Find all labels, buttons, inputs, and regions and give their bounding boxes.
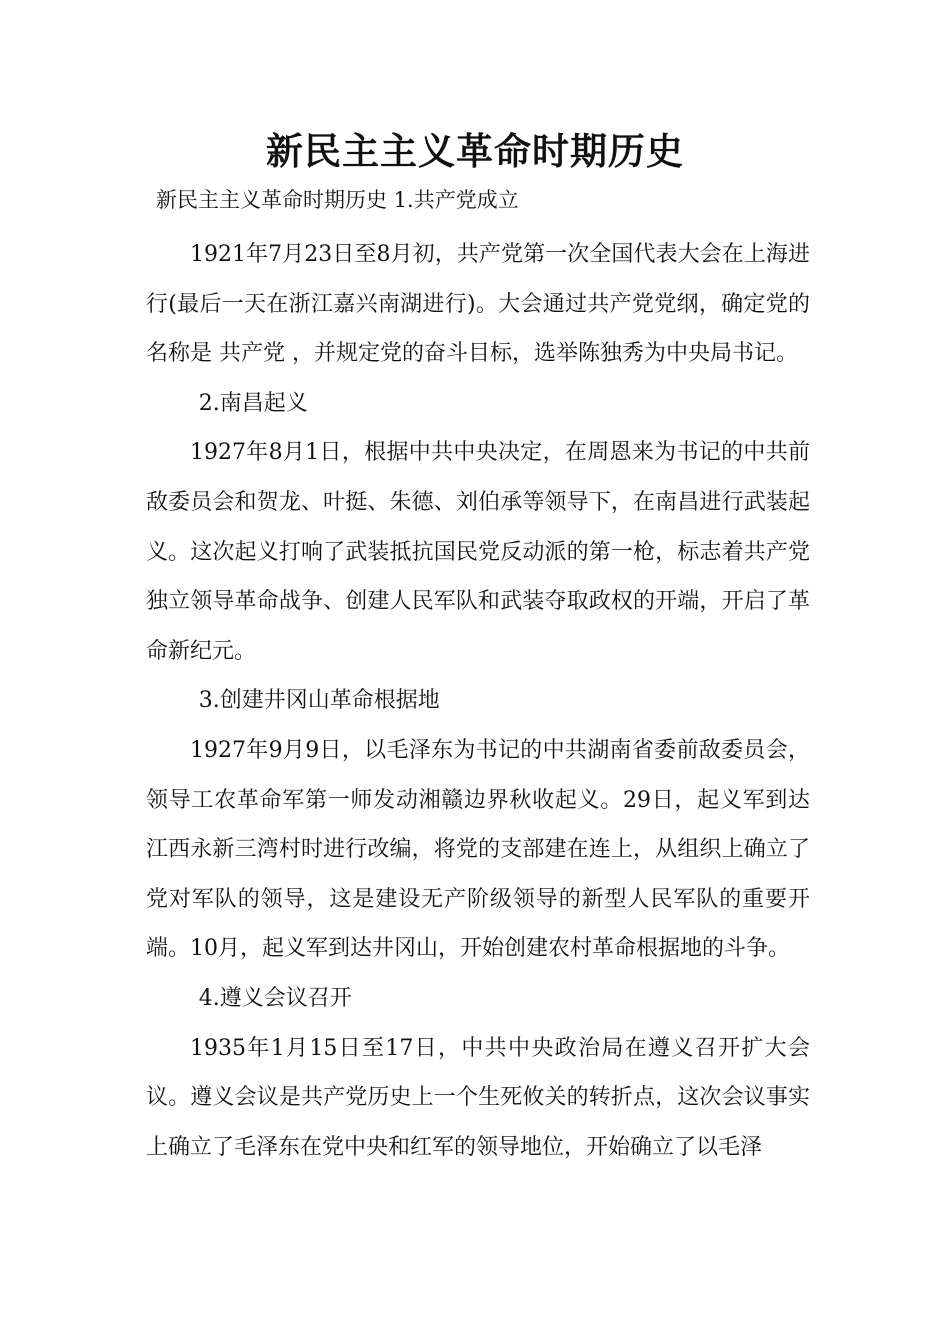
document-body bbox=[146, 230, 810, 1172]
section-heading-jinggangshan: 3.创建井冈山革命根据地 bbox=[198, 688, 440, 714]
section-heading-zunyi-conference: 4.遵义会议召开 bbox=[198, 985, 352, 1011]
paragraph-jinggangshan: 1927年9月9日，以毛泽东为书记的中共湖南省委前敌委员会，领导工农革命军第一师发动湘赣边界秋收起义。29日，起义军到达江西永新三湾村时进行改编，将党的支部建在连上，从组织上确立了党对军队的领导，这是建设无产阶级领导的新型人民军队的重要开端。10月，起义军到达井冈山，开始创建农村革命根据地的斗争。 bbox=[146, 737, 810, 962]
paragraph-nanchang-uprising: 1927年8月1日，根据中共中央决定，在周恩来为书记的中共前敌委员会和贺龙、叶挺、朱德、刘伯承等领导下，在南昌进行武装起义。这次起义打响了武装抵抗国民党反动派的第一枪，标志着共产党独立领导革命战争、创建人民军队和武装夺取政权的开端，开启了革命新纪元。 bbox=[146, 440, 810, 664]
section-heading-nanchang-uprising: 2.南昌起义 bbox=[198, 390, 308, 416]
paragraph-zunyi-conference: 1935年1月15日至17日，中共中央政治局在遵义召开扩大会议。遵义会议是共产党历史上一个生死攸关的转折点，这次会议事实上确立了毛泽东在党中央和红军的领导地位，开始确立了以毛泽 bbox=[146, 1035, 810, 1160]
document-subtitle: 新民主主义革命时期历史 1.共产党成立 bbox=[156, 188, 519, 212]
paragraph-party-founding: 1921年7月23日至8月初，共产党第一次全国代表大会在上海进行(最后一天在浙江嘉兴南湖进行)。大会通过共产党党纲，确定党的名称是 共产党 ，并规定党的奋斗目标，选举陈独秀为中央局书记。 bbox=[146, 242, 810, 367]
document-title: 新民主主义革命时期历史 bbox=[266, 130, 684, 173]
